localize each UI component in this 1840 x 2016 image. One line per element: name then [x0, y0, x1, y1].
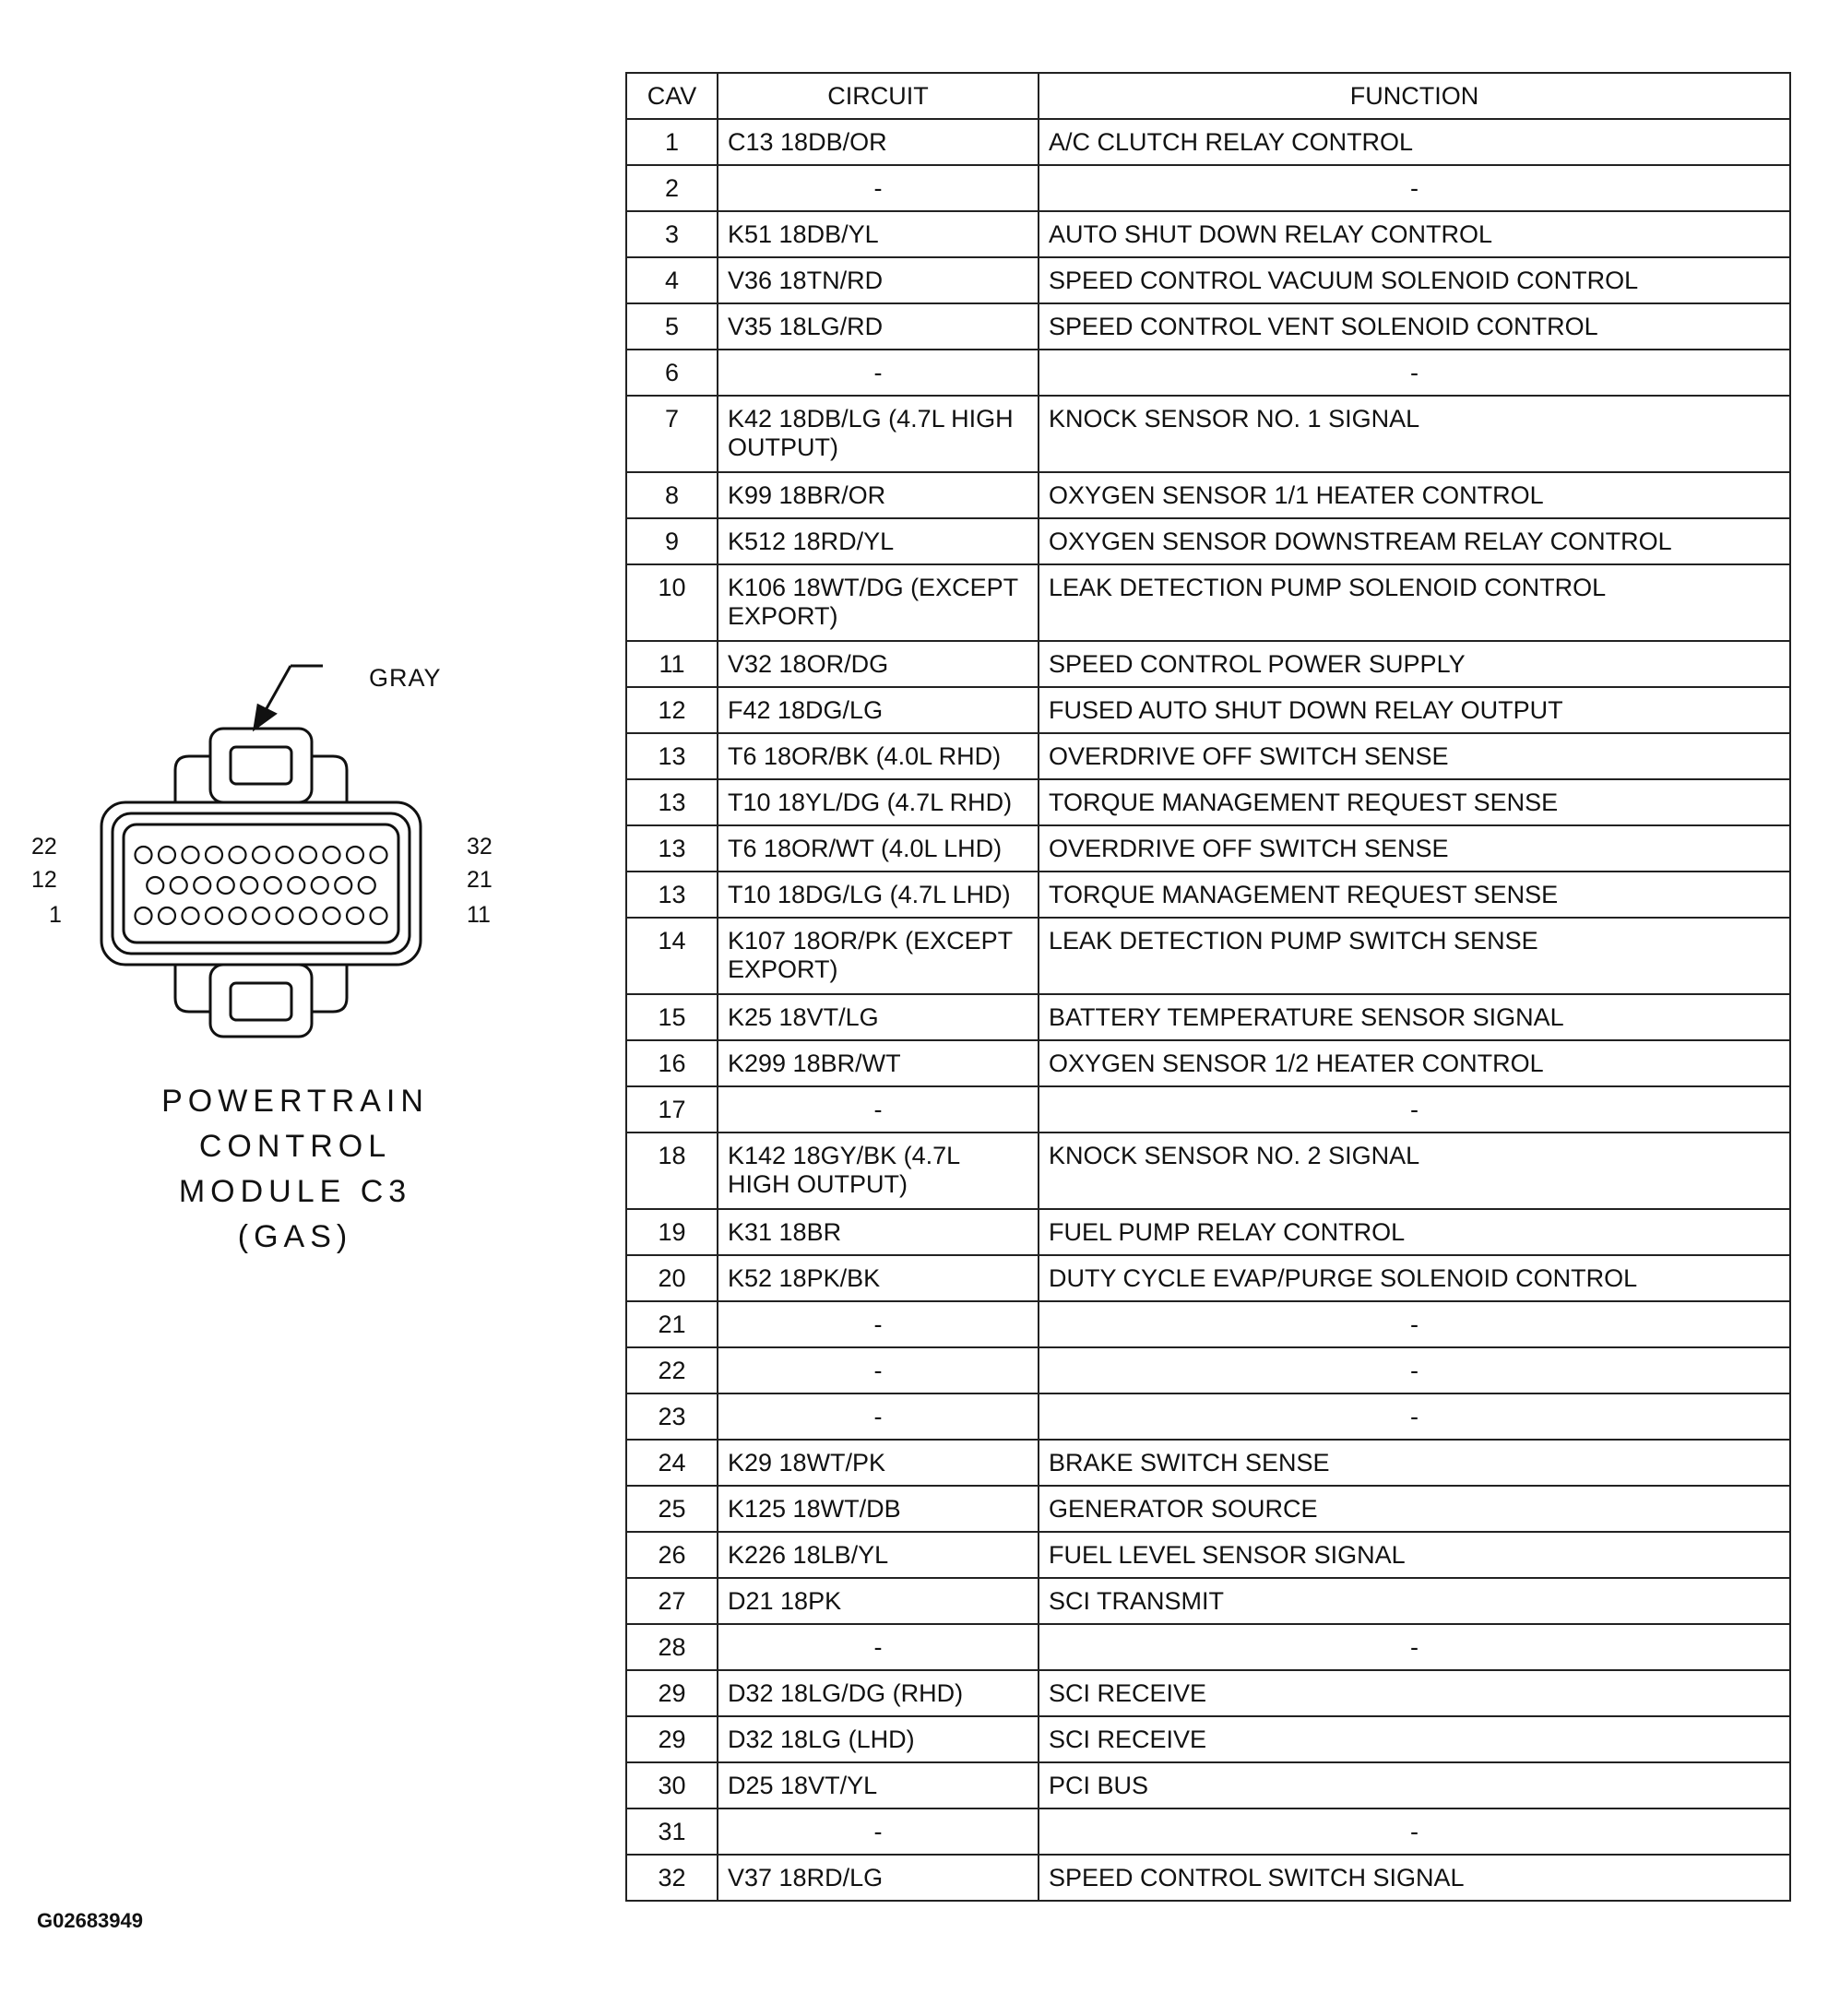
cell-circuit: T10 18YL/DG (4.7L RHD)	[718, 779, 1039, 825]
cell-circuit: D32 18LG/DG (RHD)	[718, 1670, 1039, 1716]
table-body	[626, 119, 1790, 1901]
cell-function: PCI BUS	[1039, 1762, 1790, 1808]
cell-circuit: D21 18PK	[718, 1578, 1039, 1624]
cell-cav: 11	[626, 641, 718, 687]
cell-circuit: K226 18LB/YL	[718, 1532, 1039, 1578]
cell-function: TORQUE MANAGEMENT REQUEST SENSE	[1039, 779, 1790, 825]
pin-label-1: 1	[49, 902, 62, 928]
cell-circuit: V35 18LG/RD	[718, 303, 1039, 350]
table-row	[626, 1486, 1790, 1532]
table-row	[626, 918, 1790, 994]
cell-function: FUEL LEVEL SENSOR SIGNAL	[1039, 1532, 1790, 1578]
pin-label-22: 22	[31, 834, 57, 860]
cell-circuit: K106 18WT/DG (EXCEPT EXPORT)	[718, 564, 1039, 641]
cell-cav: 5	[626, 303, 718, 350]
cell-function: OXYGEN SENSOR 1/1 HEATER CONTROL	[1039, 472, 1790, 518]
pin-cavity	[371, 907, 387, 924]
table-row	[626, 641, 1790, 687]
cell-function: SCI TRANSMIT	[1039, 1578, 1790, 1624]
cell-cav: 30	[626, 1762, 718, 1808]
cell-function: BRAKE SWITCH SENSE	[1039, 1440, 1790, 1486]
cell-cav: 14	[626, 918, 718, 994]
cell-cav: 2	[626, 165, 718, 211]
cell-circuit: D25 18VT/YL	[718, 1762, 1039, 1808]
pin-cavity	[324, 847, 340, 863]
table-row	[626, 165, 1790, 211]
cell-function: AUTO SHUT DOWN RELAY CONTROL	[1039, 211, 1790, 257]
cell-cav: 8	[626, 472, 718, 518]
cell-function: SPEED CONTROL SWITCH SIGNAL	[1039, 1855, 1790, 1901]
cell-function: -	[1039, 1808, 1790, 1855]
pin-cavity	[253, 907, 269, 924]
cell-cav: 7	[626, 396, 718, 472]
table-row	[626, 303, 1790, 350]
table-row	[626, 1855, 1790, 1901]
cell-function: -	[1039, 1393, 1790, 1440]
table-row	[626, 779, 1790, 825]
table-row	[626, 472, 1790, 518]
cell-circuit: -	[718, 1086, 1039, 1133]
pin-cavity	[147, 877, 163, 894]
cell-function: LEAK DETECTION PUMP SOLENOID CONTROL	[1039, 564, 1790, 641]
pin-cavity	[347, 847, 363, 863]
pin-cavity	[347, 907, 363, 924]
cell-circuit: C13 18DB/OR	[718, 119, 1039, 165]
cell-cav: 22	[626, 1347, 718, 1393]
connector-title-line: CONTROL	[198, 1129, 392, 1164]
table-row	[626, 396, 1790, 472]
cell-function: OXYGEN SENSOR DOWNSTREAM RELAY CONTROL	[1039, 518, 1790, 564]
cell-circuit: V32 18OR/DG	[718, 641, 1039, 687]
table-row	[626, 825, 1790, 872]
cell-cav: 23	[626, 1393, 718, 1440]
table-header-row	[626, 73, 1790, 119]
cell-cav: 24	[626, 1440, 718, 1486]
pin-cavity	[371, 847, 387, 863]
table-row	[626, 1301, 1790, 1347]
cell-circuit: K512 18RD/YL	[718, 518, 1039, 564]
table-row	[626, 1808, 1790, 1855]
pin-cavity	[241, 877, 257, 894]
pin-cavity	[277, 847, 293, 863]
cell-circuit: F42 18DG/LG	[718, 687, 1039, 733]
connector-title-line: (GAS)	[237, 1219, 353, 1254]
connector-title-line: POWERTRAIN	[161, 1084, 429, 1119]
table-row	[626, 1040, 1790, 1086]
cell-circuit: V37 18RD/LG	[718, 1855, 1039, 1901]
cell-cav: 1	[626, 119, 718, 165]
cell-cav: 28	[626, 1624, 718, 1670]
cell-function: OVERDRIVE OFF SWITCH SENSE	[1039, 825, 1790, 872]
cell-cav: 27	[626, 1578, 718, 1624]
cell-function: LEAK DETECTION PUMP SWITCH SENSE	[1039, 918, 1790, 994]
table-row	[626, 1532, 1790, 1578]
cell-circuit: K299 18BR/WT	[718, 1040, 1039, 1086]
table-row	[626, 1347, 1790, 1393]
cell-function: SCI RECEIVE	[1039, 1716, 1790, 1762]
cell-circuit: K25 18VT/LG	[718, 994, 1039, 1040]
pin-label-11: 11	[467, 902, 491, 928]
pin-cavity	[159, 847, 175, 863]
pin-cavity	[288, 877, 304, 894]
table-row	[626, 257, 1790, 303]
cell-circuit: T6 18OR/BK (4.0L RHD)	[718, 733, 1039, 779]
pin-cavity	[183, 847, 199, 863]
table-row	[626, 1086, 1790, 1133]
cell-circuit: T6 18OR/WT (4.0L LHD)	[718, 825, 1039, 872]
cell-cav: 21	[626, 1301, 718, 1347]
cell-circuit: K42 18DB/LG (4.7L HIGH OUTPUT)	[718, 396, 1039, 472]
pin-cavity	[300, 907, 316, 924]
cell-function: BATTERY TEMPERATURE SENSOR SIGNAL	[1039, 994, 1790, 1040]
table-row	[626, 1440, 1790, 1486]
cell-function: KNOCK SENSOR NO. 2 SIGNAL	[1039, 1133, 1790, 1209]
pin-cavity	[218, 877, 234, 894]
cell-circuit: -	[718, 350, 1039, 396]
cell-circuit: K29 18WT/PK	[718, 1440, 1039, 1486]
cell-circuit: D32 18LG (LHD)	[718, 1716, 1039, 1762]
table-row	[626, 872, 1790, 918]
cell-cav: 32	[626, 1855, 718, 1901]
figure-id: G02683949	[37, 1909, 143, 1932]
connector-title-line: MODULE C3	[178, 1174, 412, 1209]
cell-circuit: -	[718, 1808, 1039, 1855]
cell-cav: 25	[626, 1486, 718, 1532]
cell-cav: 10	[626, 564, 718, 641]
table-row	[626, 1624, 1790, 1670]
pin-cavity	[206, 907, 222, 924]
cell-function: KNOCK SENSOR NO. 1 SIGNAL	[1039, 396, 1790, 472]
connector-title	[101, 1079, 489, 1260]
pin-label-21: 21	[467, 867, 493, 893]
cell-circuit: K99 18BR/OR	[718, 472, 1039, 518]
cell-function: GENERATOR SOURCE	[1039, 1486, 1790, 1532]
cell-cav: 13	[626, 733, 718, 779]
pin-cavity	[159, 907, 175, 924]
cell-function: -	[1039, 350, 1790, 396]
cell-function: -	[1039, 1086, 1790, 1133]
cell-function: SPEED CONTROL VENT SOLENOID CONTROL	[1039, 303, 1790, 350]
cell-cav: 29	[626, 1670, 718, 1716]
pin-cavity	[136, 847, 152, 863]
pin-cavity	[253, 847, 269, 863]
pin-cavity	[300, 847, 316, 863]
cell-function: A/C CLUTCH RELAY CONTROL	[1039, 119, 1790, 165]
pin-cavity	[206, 847, 222, 863]
cell-cav: 13	[626, 872, 718, 918]
cell-function: -	[1039, 165, 1790, 211]
cell-circuit: K51 18DB/YL	[718, 211, 1039, 257]
cell-function: TORQUE MANAGEMENT REQUEST SENSE	[1039, 872, 1790, 918]
header-circuit: CIRCUIT	[718, 73, 1039, 119]
cell-cav: 17	[626, 1086, 718, 1133]
pin-label-12: 12	[31, 867, 57, 893]
cell-function: FUEL PUMP RELAY CONTROL	[1039, 1209, 1790, 1255]
cell-circuit: -	[718, 1347, 1039, 1393]
table-row	[626, 1578, 1790, 1624]
table-row	[626, 119, 1790, 165]
cell-cav: 20	[626, 1255, 718, 1301]
cell-cav: 9	[626, 518, 718, 564]
cell-circuit: K107 18OR/PK (EXCEPT EXPORT)	[718, 918, 1039, 994]
pin-cavity	[335, 877, 351, 894]
header-cav: CAV	[626, 73, 718, 119]
cell-cav: 31	[626, 1808, 718, 1855]
pin-cavity	[265, 877, 281, 894]
table-row	[626, 564, 1790, 641]
pin-label-32: 32	[467, 834, 493, 860]
cell-circuit: -	[718, 1393, 1039, 1440]
table-row	[626, 1716, 1790, 1762]
table-row	[626, 733, 1790, 779]
cell-cav: 12	[626, 687, 718, 733]
cell-circuit: K125 18WT/DB	[718, 1486, 1039, 1532]
cell-circuit: -	[718, 165, 1039, 211]
cell-cav: 3	[626, 211, 718, 257]
cell-cav: 19	[626, 1209, 718, 1255]
cell-circuit: K52 18PK/BK	[718, 1255, 1039, 1301]
table-row	[626, 1133, 1790, 1209]
cell-cav: 13	[626, 779, 718, 825]
cell-cav: 4	[626, 257, 718, 303]
cell-circuit: -	[718, 1624, 1039, 1670]
table-row	[626, 994, 1790, 1040]
connector-illustration	[37, 655, 516, 1042]
cell-cav: 26	[626, 1532, 718, 1578]
cell-cav: 18	[626, 1133, 718, 1209]
pinout-table	[625, 72, 1791, 1902]
table-row	[626, 1393, 1790, 1440]
pin-cavity	[277, 907, 293, 924]
cell-function: -	[1039, 1347, 1790, 1393]
cell-cav: 16	[626, 1040, 718, 1086]
table-row	[626, 518, 1790, 564]
cell-cav: 6	[626, 350, 718, 396]
table-row	[626, 1255, 1790, 1301]
table-row	[626, 1670, 1790, 1716]
cell-cav: 13	[626, 825, 718, 872]
pin-cavity	[324, 907, 340, 924]
table-row	[626, 350, 1790, 396]
connector-drawing	[37, 655, 516, 1042]
cell-cav: 15	[626, 994, 718, 1040]
table-row	[626, 211, 1790, 257]
cell-function: DUTY CYCLE EVAP/PURGE SOLENOID CONTROL	[1039, 1255, 1790, 1301]
pin-cavity	[230, 847, 246, 863]
cell-function: SCI RECEIVE	[1039, 1670, 1790, 1716]
cell-circuit: T10 18DG/LG (4.7L LHD)	[718, 872, 1039, 918]
pin-cavity	[230, 907, 246, 924]
cell-circuit: V36 18TN/RD	[718, 257, 1039, 303]
pin-cavity	[171, 877, 187, 894]
cell-function: -	[1039, 1301, 1790, 1347]
pin-cavity	[194, 877, 210, 894]
cell-function: OVERDRIVE OFF SWITCH SENSE	[1039, 733, 1790, 779]
table-row	[626, 687, 1790, 733]
pin-cavity	[136, 907, 152, 924]
table-row	[626, 1762, 1790, 1808]
cell-circuit: K142 18GY/BK (4.7L HIGH OUTPUT)	[718, 1133, 1039, 1209]
cell-function: SPEED CONTROL POWER SUPPLY	[1039, 641, 1790, 687]
cell-function: FUSED AUTO SHUT DOWN RELAY OUTPUT	[1039, 687, 1790, 733]
table-row	[626, 1209, 1790, 1255]
cell-function: OXYGEN SENSOR 1/2 HEATER CONTROL	[1039, 1040, 1790, 1086]
cell-circuit: K31 18BR	[718, 1209, 1039, 1255]
pin-cavity	[312, 877, 328, 894]
header-function: FUNCTION	[1039, 73, 1790, 119]
cell-cav: 29	[626, 1716, 718, 1762]
pin-cavity	[183, 907, 199, 924]
pin-cavity	[359, 877, 375, 894]
cell-function: SPEED CONTROL VACUUM SOLENOID CONTROL	[1039, 257, 1790, 303]
connector-color-label: GRAY	[369, 664, 442, 692]
cell-function: -	[1039, 1624, 1790, 1670]
cell-circuit: -	[718, 1301, 1039, 1347]
